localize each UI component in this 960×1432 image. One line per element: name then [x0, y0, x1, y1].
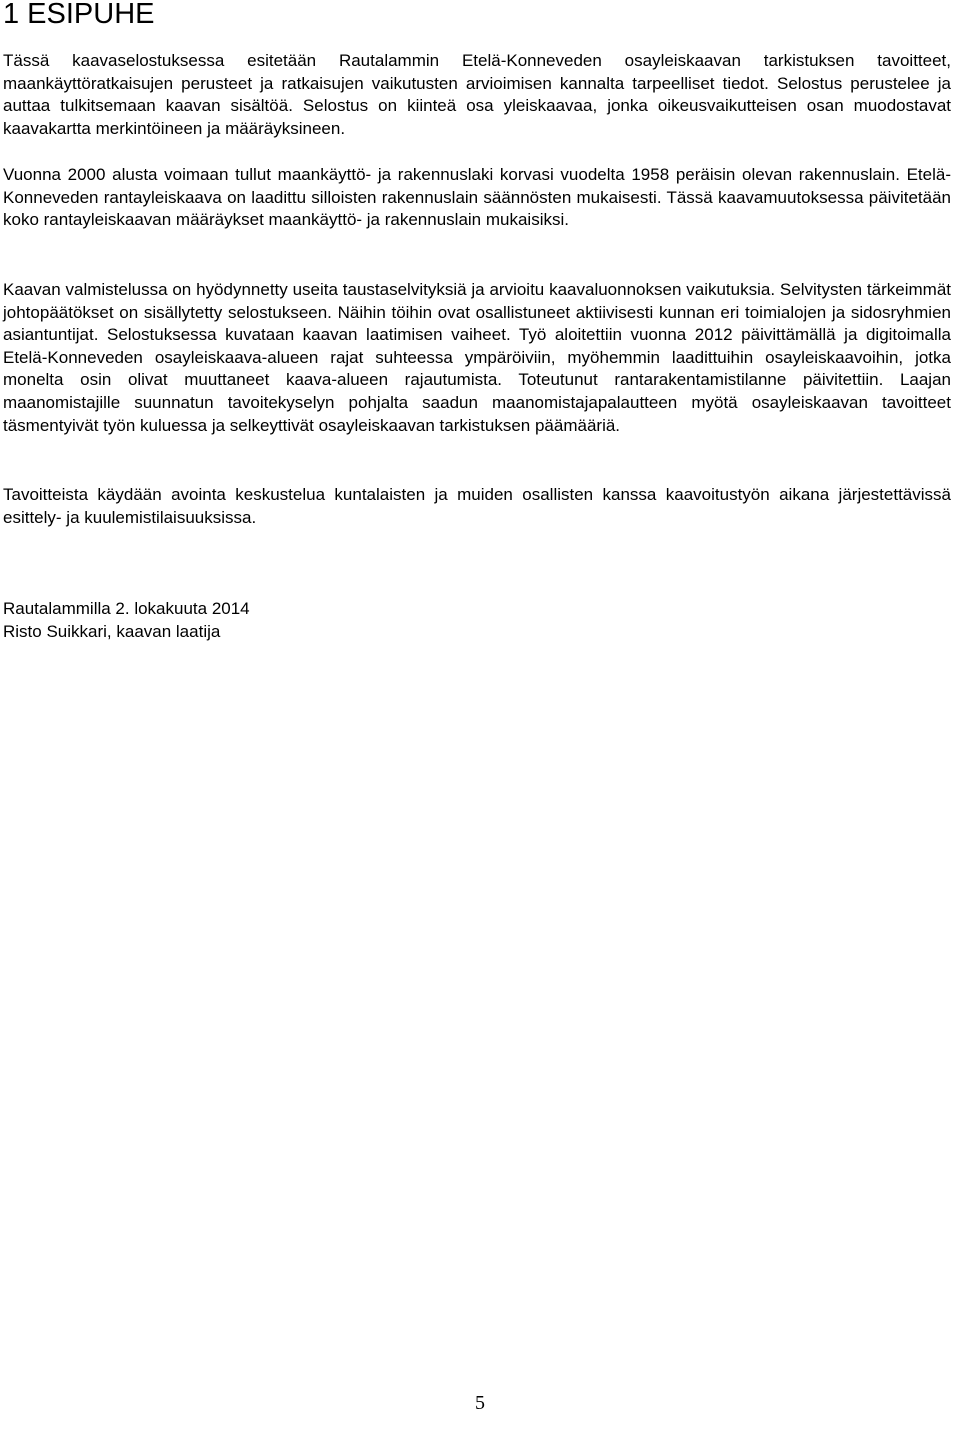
signature-author: Risto Suikkari, kaavan laatija [3, 622, 221, 641]
page-number: 5 [475, 1392, 485, 1414]
section-heading: 1 ESIPUHE [3, 0, 155, 30]
signature-place-date: Rautalammilla 2. lokakuuta 2014 [3, 599, 250, 618]
paragraph-preparation: Kaavan valmistelussa on hyödynnetty useita taustaselvityksiä ja arvioitu kaavaluonnoksen vaikutuksia. Selvitysten tärkeimmät johtopäätökset on sisällytetty selostukseen. Näihin töihin ovat osallistuneet aktiivisesti kunnan eri toimialojen ja sidosryhmien asiantuntijat. Selostuksessa kuvataan kaavan laatimisen vaiheet. Työ aloitettiin vuonna 2012 päivittämällä ja digitoimalla Etelä-Konneveden osayleiskaava-alueen rajat suhteessa ympäröiviin, myöhemmin laadittuihin osayleiskaavoihin, jotka monelta osin olivat muuttaneet kaava-alueen rajautumista. Toteutunut rantarakentamistilanne päivitettiin. Laajan maanomistajille suunnatun tavoitekyselyn pohjalta saadun maanomistajapalautteen myötä osayleiskaavan tavoitteet täsmentyivät työn kuluessa ja selkeyttivät osayleiskaavan tarkistuksen päämääriä. [3, 280, 951, 435]
paragraph-discussion: Tavoitteista käydään avointa keskustelua kuntalaisten ja muiden osallisten kanssa kaavoitustyön aikana järjestettävissä esittely- ja kuulemistilaisuuksissa. [3, 485, 951, 527]
paragraph-legislation: Vuonna 2000 alusta voimaan tullut maankäyttö- ja rakennuslaki korvasi vuodelta 1958 peräisin olevan rakennuslain. Etelä-Konneveden rantayleiskaava on laadittu silloisten rakennuslain säännösten mukaisesti. Tässä kaavamuutoksessa päivitetään koko rantayleiskaavan määräykset maankäyttö- ja rakennuslain mukaisiksi. [3, 165, 951, 230]
paragraph-intro: Tässä kaavaselostuksessa esitetään Rautalammin Etelä-Konneveden osayleiskaavan tarkistuksen tavoitteet, maankäyttöratkaisujen perusteet ja ratkaisujen vaikutusten arvioimisen kannalta tarpeelliset tiedot. Selostus perustelee ja auttaa tulkitsemaan kaavan sisältöä. Selostus on kiinteä osa yleiskaavaa, jonka oikeusvaikutteisen osan muodostavat kaavakartta merkintöineen ja määräyksineen. [3, 51, 951, 138]
